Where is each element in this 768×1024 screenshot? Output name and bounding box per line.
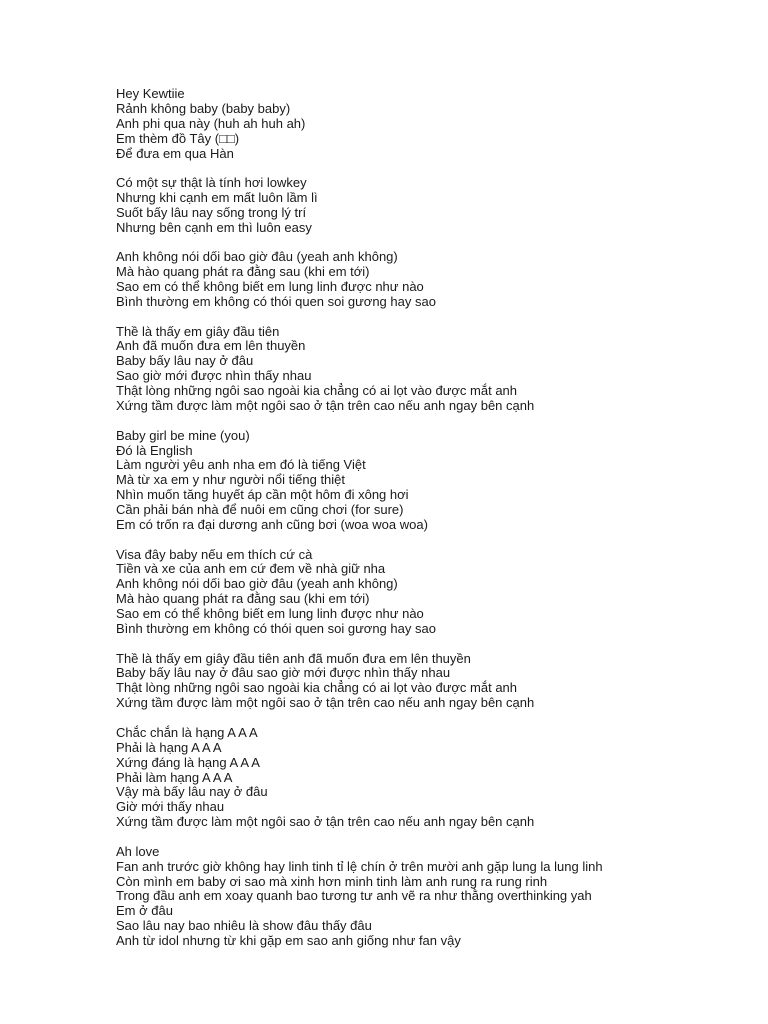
lyric-line: Bình thường em không có thói quen soi gương hay sao	[116, 294, 436, 310]
lyric-line: Rảnh không baby (baby baby)	[116, 100, 291, 116]
lyric-line: Ah love	[116, 843, 160, 859]
lyric-line: Thật lòng những ngôi sao ngoài kia chẳng có ai lọt vào được mắt anh	[116, 383, 518, 399]
lyrics-stanza	[116, 652, 756, 712]
lyric-line: Để đưa em qua Hàn	[116, 145, 234, 161]
lyrics-stanza	[116, 250, 756, 310]
lyrics-stanza	[116, 845, 756, 949]
lyric-line: Đó là English	[116, 442, 193, 458]
lyrics-body	[116, 87, 756, 964]
lyric-line: Baby girl be mine (you)	[116, 427, 250, 443]
lyrics-stanza	[116, 726, 756, 830]
lyric-line: Mà hào quang phát ra đằng sau (khi em tới)	[116, 591, 370, 607]
lyric-line: Hey Kewtiie	[116, 86, 185, 101]
lyric-line: Thề là thấy em giây đầu tiên anh đã muốn đưa em lên thuyền	[116, 650, 471, 666]
lyric-line: Thật lòng những ngôi sao ngoài kia chẳng có ai lọt vào được mắt anh	[116, 680, 518, 696]
lyric-line: Em thèm đồ Tây (□□)	[116, 130, 240, 146]
lyric-line: Fan anh trước giờ không hay linh tinh tỉ lệ chín ở trên mười anh gặp lung la lung linh	[116, 858, 603, 874]
lyric-line: Có một sự thật là tính hơi lowkey	[116, 175, 307, 191]
lyric-line: Sao em có thể không biết em lung linh được như nào	[116, 279, 424, 295]
lyric-line: Chắc chắn là hạng A A A	[116, 724, 258, 740]
lyric-line: Suốt bấy lâu nay sống trong lý trí	[116, 204, 307, 220]
lyric-line: Tiền và xe của anh em cứ đem về nhà giữ nha	[116, 561, 386, 577]
lyrics-stanza	[116, 325, 756, 414]
lyrics-stanza	[116, 429, 756, 533]
lyric-line: Sao giờ mới được nhìn thấy nhau	[116, 368, 312, 384]
lyric-line: Vậy mà bấy lâu nay ở đâu	[116, 784, 268, 800]
lyric-line: Em ở đâu	[116, 903, 173, 919]
lyric-line: Phải là hạng A A A	[116, 739, 222, 755]
lyrics-stanza	[116, 176, 756, 236]
lyric-line: Còn mình em baby ơi sao mà xinh hơn minh tinh làm anh rung ra rung rinh	[116, 873, 548, 889]
lyric-line: Xứng tầm được làm một ngôi sao ở tận trên cao nếu anh ngay bên cạnh	[116, 695, 535, 711]
lyric-line: Visa đây baby nếu em thích cứ cà	[116, 546, 313, 562]
lyric-line: Mà từ xa em y như người nổi tiếng thiệt	[116, 472, 346, 488]
lyric-line: Sao em có thể không biết em lung linh được như nào	[116, 606, 424, 622]
lyric-line: Mà hào quang phát ra đằng sau (khi em tới)	[116, 264, 370, 280]
lyric-line: Anh không nói dối bao giờ đâu (yeah anh không)	[116, 249, 398, 265]
lyric-line: Sao lâu nay bao nhiêu là show đâu thấy đâu	[116, 918, 372, 934]
lyric-line: Baby bấy lâu nay ở đâu sao giờ mới được nhìn thấy nhau	[116, 665, 451, 681]
lyric-line: Xứng đáng là hạng A A A	[116, 754, 260, 770]
lyric-line: Anh từ idol nhưng từ khi gặp em sao anh giống như fan vậy	[116, 933, 461, 949]
lyric-line: Baby bấy lâu nay ở đâu	[116, 353, 254, 369]
lyrics-stanza	[116, 548, 756, 637]
lyric-line: Nhìn muốn tăng huyết áp cần một hôm đi xông hơi	[116, 487, 409, 503]
lyric-line: Xứng tầm được làm một ngôi sao ở tận trên cao nếu anh ngay bên cạnh	[116, 398, 535, 414]
lyric-line: Nhưng khi cạnh em mất luôn lầm lì	[116, 190, 318, 206]
lyrics-stanza	[116, 87, 756, 162]
lyric-line: Anh không nói dối bao giờ đâu (yeah anh không)	[116, 576, 398, 592]
lyric-line: Phải làm hạng A A A	[116, 769, 233, 785]
lyric-line: Bình thường em không có thói quen soi gương hay sao	[116, 621, 436, 637]
lyric-line: Nhưng bên cạnh em thì luôn easy	[116, 219, 312, 235]
lyric-line: Thề là thấy em giây đầu tiên	[116, 323, 280, 339]
lyric-line: Xứng tầm được làm một ngôi sao ở tận trên cao nếu anh ngay bên cạnh	[116, 814, 535, 830]
lyric-line: Cần phải bán nhà để nuôi em cũng chơi (for sure)	[116, 502, 404, 518]
lyric-line: Trong đầu anh em xoay quanh bao tương tư anh vẽ ra như thằng overthinking yah	[116, 888, 592, 904]
lyric-line: Làm người yêu anh nha em đó là tiếng Việt	[116, 457, 366, 473]
lyric-line: Anh phi qua này (huh ah huh ah)	[116, 115, 306, 131]
lyric-line: Giờ mới thấy nhau	[116, 799, 225, 815]
lyric-line: Em có trốn ra đại dương anh cũng bơi (woa woa woa)	[116, 517, 428, 533]
lyric-line: Anh đã muốn đưa em lên thuyền	[116, 338, 306, 354]
